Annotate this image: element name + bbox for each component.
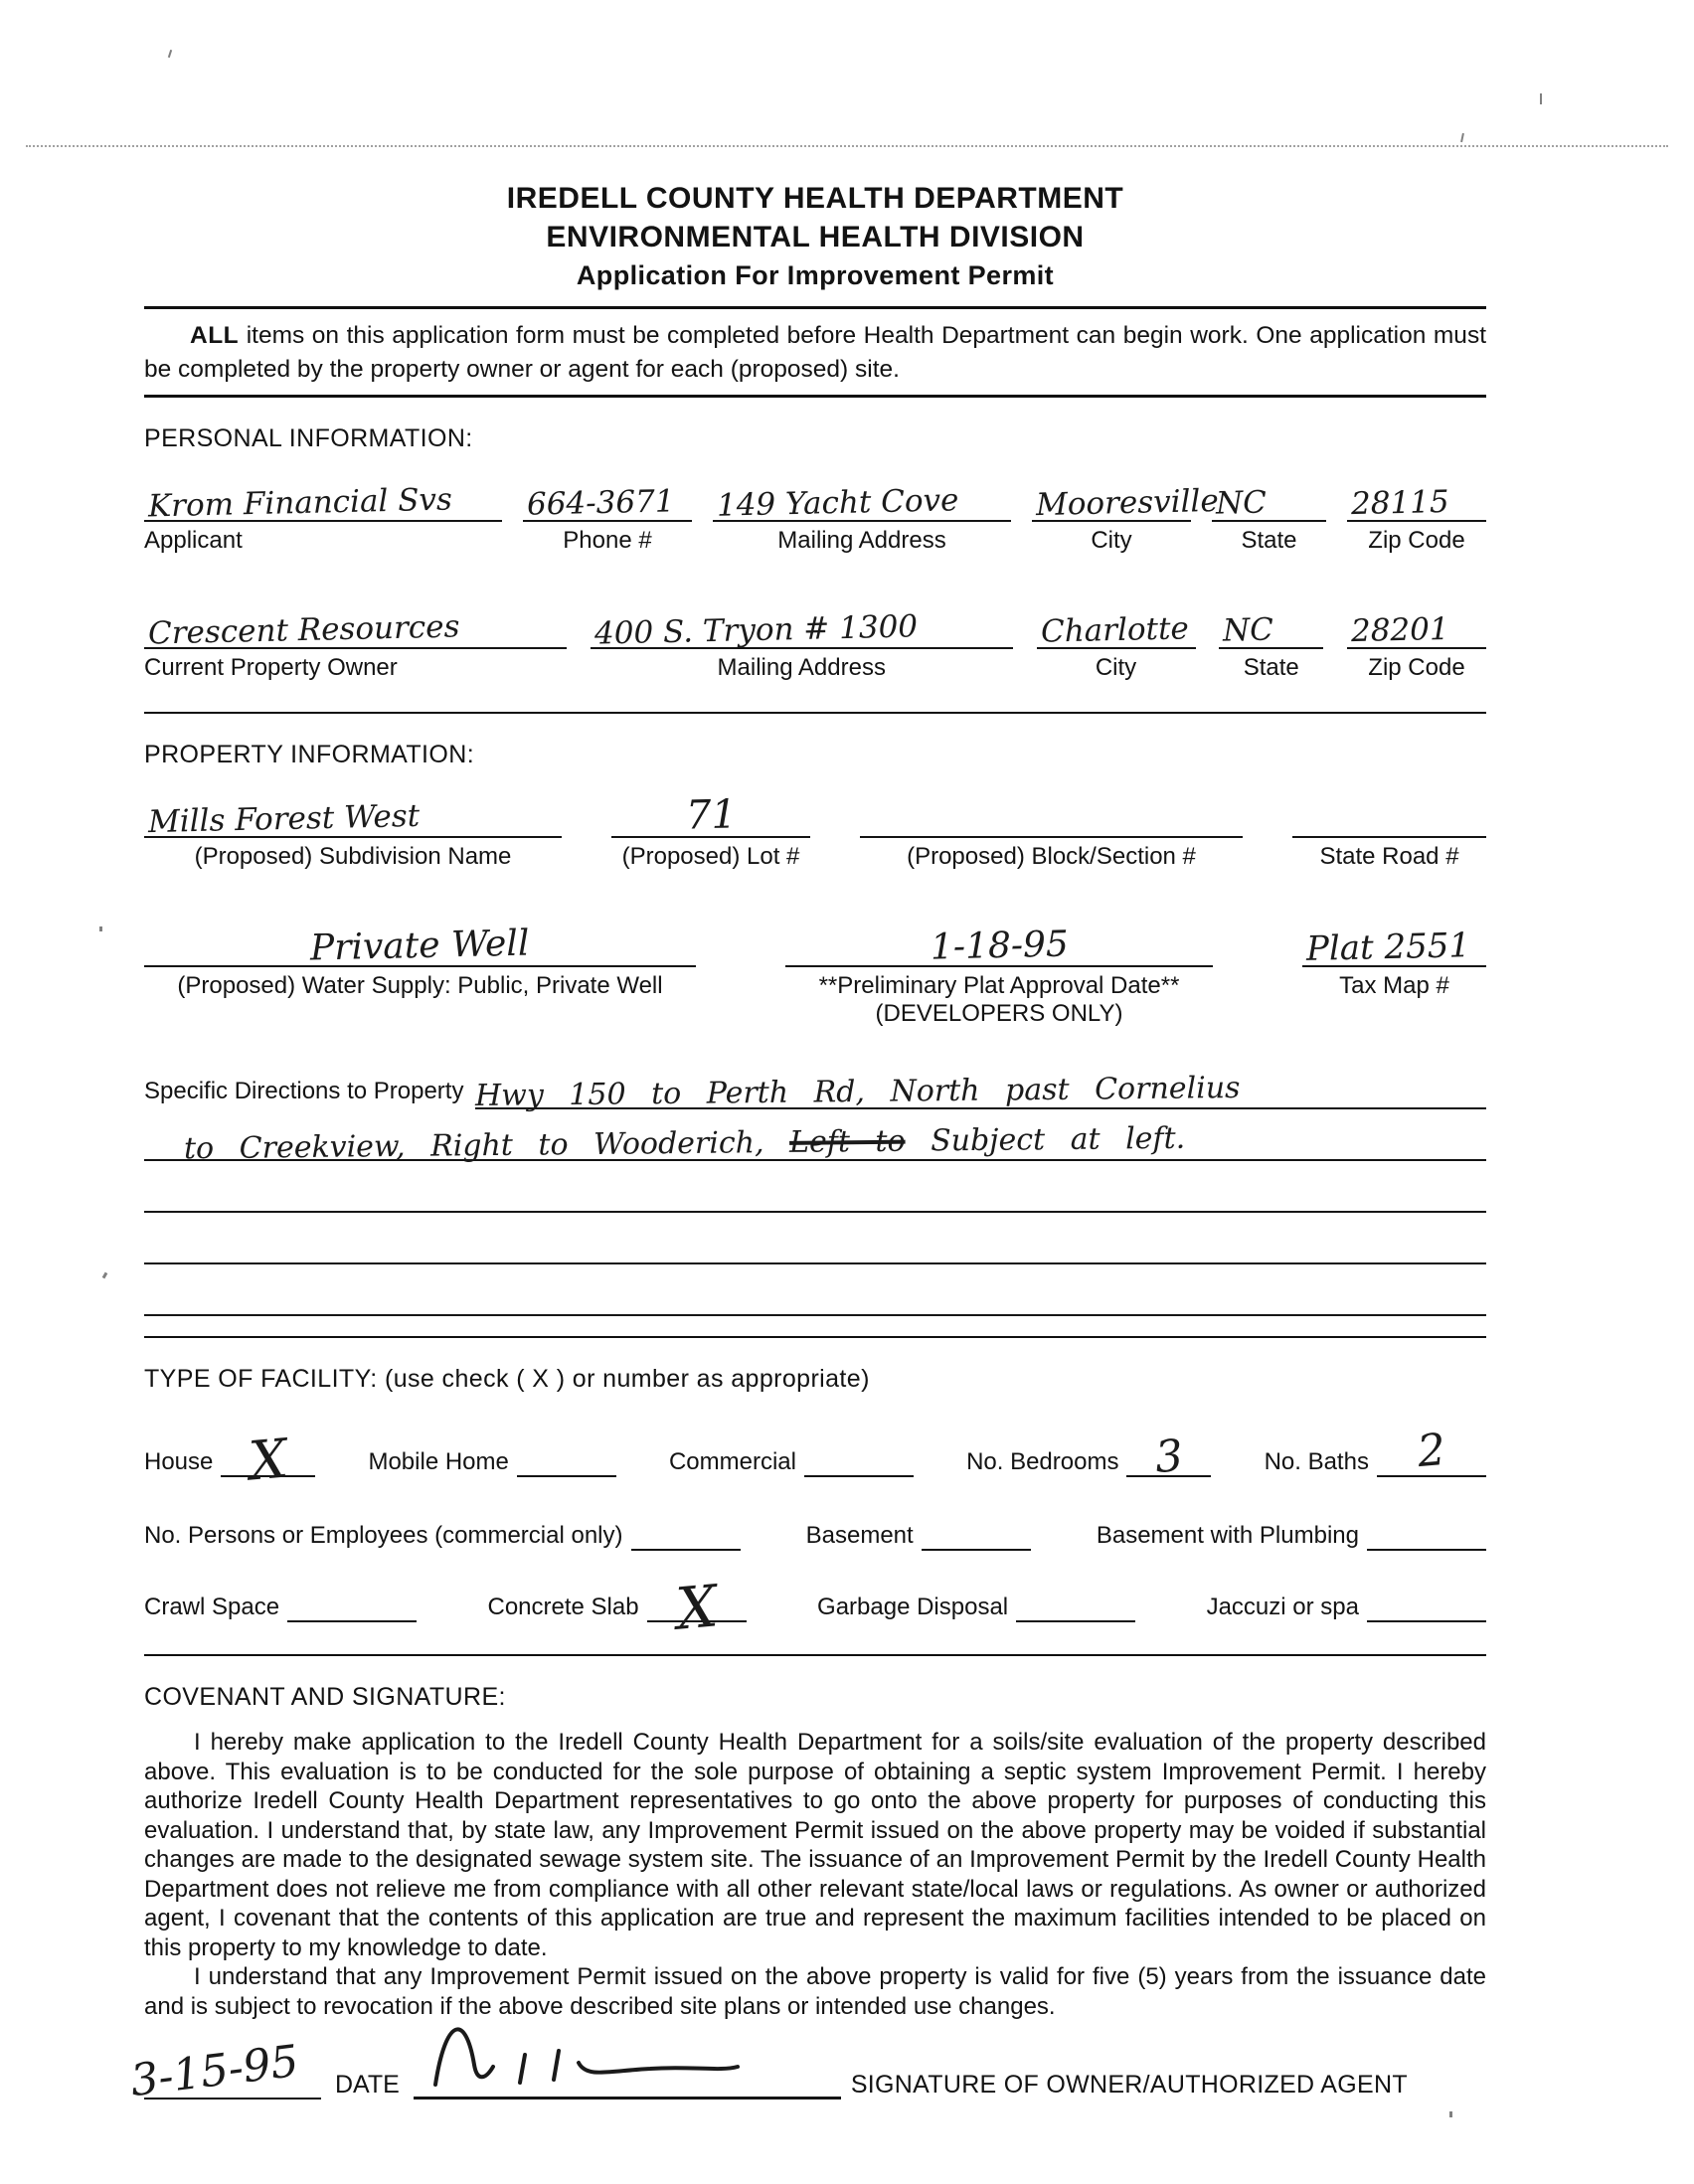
divider — [144, 1336, 1486, 1338]
mobile-home-blank — [517, 1445, 616, 1477]
crawl-space-blank — [287, 1591, 417, 1622]
owner-city-value: Charlotte — [1040, 610, 1189, 650]
covenant-paragraph-1: I hereby make application to the Iredell County Health Department for a soils/site evaluation of the property described above. This evaluation is to be conducted for the sole purpose of obtaining a septic system Improvement Permit. I hereby authorize Iredell County Health Department representatives to go onto the above property for purposes of conducting this evaluation. I understand that, by state law, any Improvement Permit issued on the above property may be voided if substantial changes are made to the designated sewage system site. The issuance of an Improvement Permit by the Iredell County Health Department does not relieve me from compliance with all other relevant state/local laws or regulations. As owner or authorized agent, I covenant that the contents of this application are true and represent the maximum facilities intended to be placed on this property to my knowledge to date. — [144, 1729, 1486, 1961]
owner-row — [144, 588, 1486, 682]
house-blank — [221, 1427, 315, 1493]
city-value: Mooresville — [1035, 482, 1220, 524]
field-zip — [1347, 461, 1486, 555]
facility-row-1 — [144, 1424, 1486, 1493]
department-title: IREDELL COUNTY HEALTH DEPARTMENT — [506, 182, 1124, 215]
applicant-label: Applicant — [144, 527, 243, 554]
type-of-facility-heading: TYPE OF FACILITY: (use check ( X ) or number as appropriate) — [144, 1365, 870, 1393]
scan-speck — [1540, 93, 1542, 104]
intro-text: items on this application form must be completed before Health Department can begin work. One application must be completed by the property owner or agent for each (proposed) site. — [144, 322, 1486, 383]
covenant-heading: COVENANT AND SIGNATURE: — [144, 1683, 506, 1711]
field-plat-approval-date — [785, 901, 1213, 1028]
owner-city-label: City — [1095, 654, 1137, 681]
bedrooms-label: No. Bedrooms — [966, 1448, 1119, 1475]
basement-blank — [922, 1519, 1031, 1551]
scan-speck — [1460, 133, 1464, 142]
scan-speck — [102, 1272, 108, 1279]
form-title: Application For Improvement Permit — [576, 260, 1055, 290]
mobile-home-label: Mobile Home — [368, 1448, 509, 1475]
directions-line2-pre: to Creekview, Right to Wooderich, — [183, 1124, 790, 1167]
block-section-label: (Proposed) Block/Section # — [907, 843, 1196, 870]
covenant-section — [144, 1683, 1486, 2021]
divider — [144, 395, 1486, 398]
scan-speck — [99, 926, 102, 931]
owner-state-label: State — [1243, 654, 1299, 681]
date-blank — [127, 2035, 321, 2107]
lot-number-label: (Proposed) Lot # — [621, 843, 800, 870]
directions-line2-post: Subject at left. — [905, 1120, 1186, 1159]
signature-label: SIGNATURE OF OWNER/AUTHORIZED AGENT — [850, 2071, 1408, 2099]
lot-number-value: 71 — [685, 791, 737, 839]
city-label: City — [1091, 527, 1132, 554]
field-state-road — [1292, 777, 1486, 871]
tax-map-label: Tax Map # — [1339, 972, 1449, 999]
plat-approval-date-label: **Preliminary Plat Approval Date** — [818, 972, 1180, 999]
plat-approval-date-value: 1-18-95 — [930, 924, 1069, 968]
field-owner-state — [1219, 588, 1323, 682]
signature-row — [127, 2035, 1486, 2107]
scan-speck — [1449, 2111, 1452, 2117]
field-mailing-address — [713, 461, 1011, 555]
baths-label: No. Baths — [1264, 1448, 1369, 1475]
jaccuzi-spa-blank — [1367, 1591, 1486, 1622]
owner-state-value: NC — [1222, 611, 1274, 649]
personal-information-heading: PERSONAL INFORMATION: — [144, 424, 473, 452]
field-lot-number — [611, 777, 810, 871]
mailing-address-value: 149 Yacht Cove — [716, 482, 959, 524]
garbage-disposal-label: Garbage Disposal — [817, 1594, 1009, 1620]
house-label: House — [144, 1448, 214, 1475]
field-owner-city — [1037, 588, 1196, 682]
directions-line2 — [144, 1109, 1486, 1167]
water-supply-label: (Proposed) Water Supply: Public, Private Well — [177, 972, 663, 999]
field-tax-map — [1302, 901, 1486, 1028]
commercial-label: Commercial — [668, 1448, 796, 1475]
tax-map-value: Plat 2551 — [1305, 925, 1471, 969]
property-information-heading: PROPERTY INFORMATION: — [144, 741, 475, 768]
garbage-disposal-blank — [1016, 1591, 1135, 1622]
owner-mailing-address-label: Mailing Address — [717, 654, 886, 681]
concrete-slab-blank — [647, 1572, 747, 1643]
persons-employees-blank — [631, 1519, 741, 1551]
property-row-1 — [144, 777, 1486, 871]
blank-ruled-line — [144, 1264, 1486, 1316]
baths-blank — [1377, 1424, 1486, 1478]
persons-employees-label: No. Persons or Employees (commercial only) — [144, 1522, 623, 1549]
owner-zip-value: 28201 — [1350, 610, 1450, 650]
property-row-2 — [144, 901, 1486, 1028]
subdivision-name-value: Mills Forest West — [147, 797, 421, 841]
division-title: ENVIRONMENTAL HEALTH DIVISION — [546, 221, 1085, 253]
state-road-label: State Road # — [1319, 843, 1459, 870]
baths-value: 2 — [1415, 1424, 1448, 1478]
directions-label: Specific Directions to Property — [144, 1078, 464, 1104]
divider — [144, 306, 1486, 309]
field-owner-mailing-address — [591, 588, 1013, 682]
owner-mailing-address-value: 400 S. Tryon # 1300 — [593, 608, 919, 652]
crawl-space-label: Crawl Space — [144, 1594, 280, 1620]
owner-zip-label: Zip Code — [1368, 654, 1465, 681]
form-header — [144, 179, 1486, 294]
state-value: NC — [1215, 484, 1268, 522]
directions-line1-value: Hwy 150 to Perth Rd, North past Cornelius — [475, 1070, 1242, 1114]
field-block-section — [860, 777, 1243, 871]
date-value: 3-15-95 — [127, 2035, 302, 2107]
field-city — [1032, 461, 1220, 555]
mailing-address-label: Mailing Address — [777, 527, 946, 554]
water-supply-value: Private Well — [309, 923, 531, 969]
signature-scribble — [420, 2005, 748, 2095]
intro-paragraph — [144, 319, 1486, 387]
basement-plumbing-blank — [1367, 1519, 1486, 1551]
bedrooms-blank — [1126, 1429, 1211, 1484]
divider — [144, 712, 1486, 714]
date-label: DATE — [335, 2071, 400, 2099]
concrete-slab-label: Concrete Slab — [487, 1594, 639, 1620]
basement-label: Basement — [805, 1522, 914, 1549]
commercial-blank — [804, 1445, 914, 1477]
phone-label: Phone # — [563, 527, 652, 554]
blank-ruled-line — [144, 1161, 1486, 1213]
directions-section — [144, 1058, 1486, 1316]
signature-blank — [414, 2055, 841, 2100]
field-water-supply — [144, 901, 696, 1028]
zip-value: 28115 — [1350, 483, 1450, 523]
field-owner-zip — [1347, 588, 1486, 682]
scan-artifact-dotted-line — [26, 145, 1668, 147]
basement-plumbing-label: Basement with Plumbing — [1096, 1522, 1359, 1549]
intro-bold: ALL — [190, 322, 240, 349]
phone-value: 664-3671 — [526, 483, 675, 523]
subdivision-name-label: (Proposed) Subdivision Name — [194, 843, 512, 870]
field-phone — [523, 461, 692, 555]
applicant-value: Krom Financial Svs — [147, 481, 453, 525]
field-subdivision-name — [144, 777, 562, 871]
facility-row-2 — [144, 1519, 1486, 1551]
state-label: State — [1241, 527, 1297, 554]
field-current-owner — [144, 588, 567, 682]
facility-row-3 — [144, 1572, 1486, 1643]
field-state — [1212, 461, 1326, 555]
concrete-slab-check-mark: X — [673, 1572, 721, 1643]
divider — [144, 1654, 1486, 1656]
current-owner-value: Crescent Resources — [147, 608, 460, 652]
blank-ruled-line — [144, 1213, 1486, 1264]
field-applicant — [144, 461, 502, 555]
current-owner-label: Current Property Owner — [144, 654, 398, 681]
covenant-paragraph-2: I understand that any Improvement Permit issued on the above property is valid for five (5) years from the issuance date and is subject to revocation if the above described site plans or intended use changes. — [144, 1963, 1486, 2020]
jaccuzi-spa-label: Jaccuzi or spa — [1206, 1594, 1359, 1620]
scan-speck — [168, 50, 172, 58]
directions-crossed-out-text: Left to — [788, 1123, 906, 1160]
house-check-mark: X — [246, 1427, 290, 1493]
developers-only-label: (DEVELOPERS ONLY) — [875, 1000, 1123, 1027]
bedrooms-value: 3 — [1152, 1429, 1186, 1484]
zip-label: Zip Code — [1368, 527, 1465, 554]
applicant-row — [144, 461, 1486, 555]
